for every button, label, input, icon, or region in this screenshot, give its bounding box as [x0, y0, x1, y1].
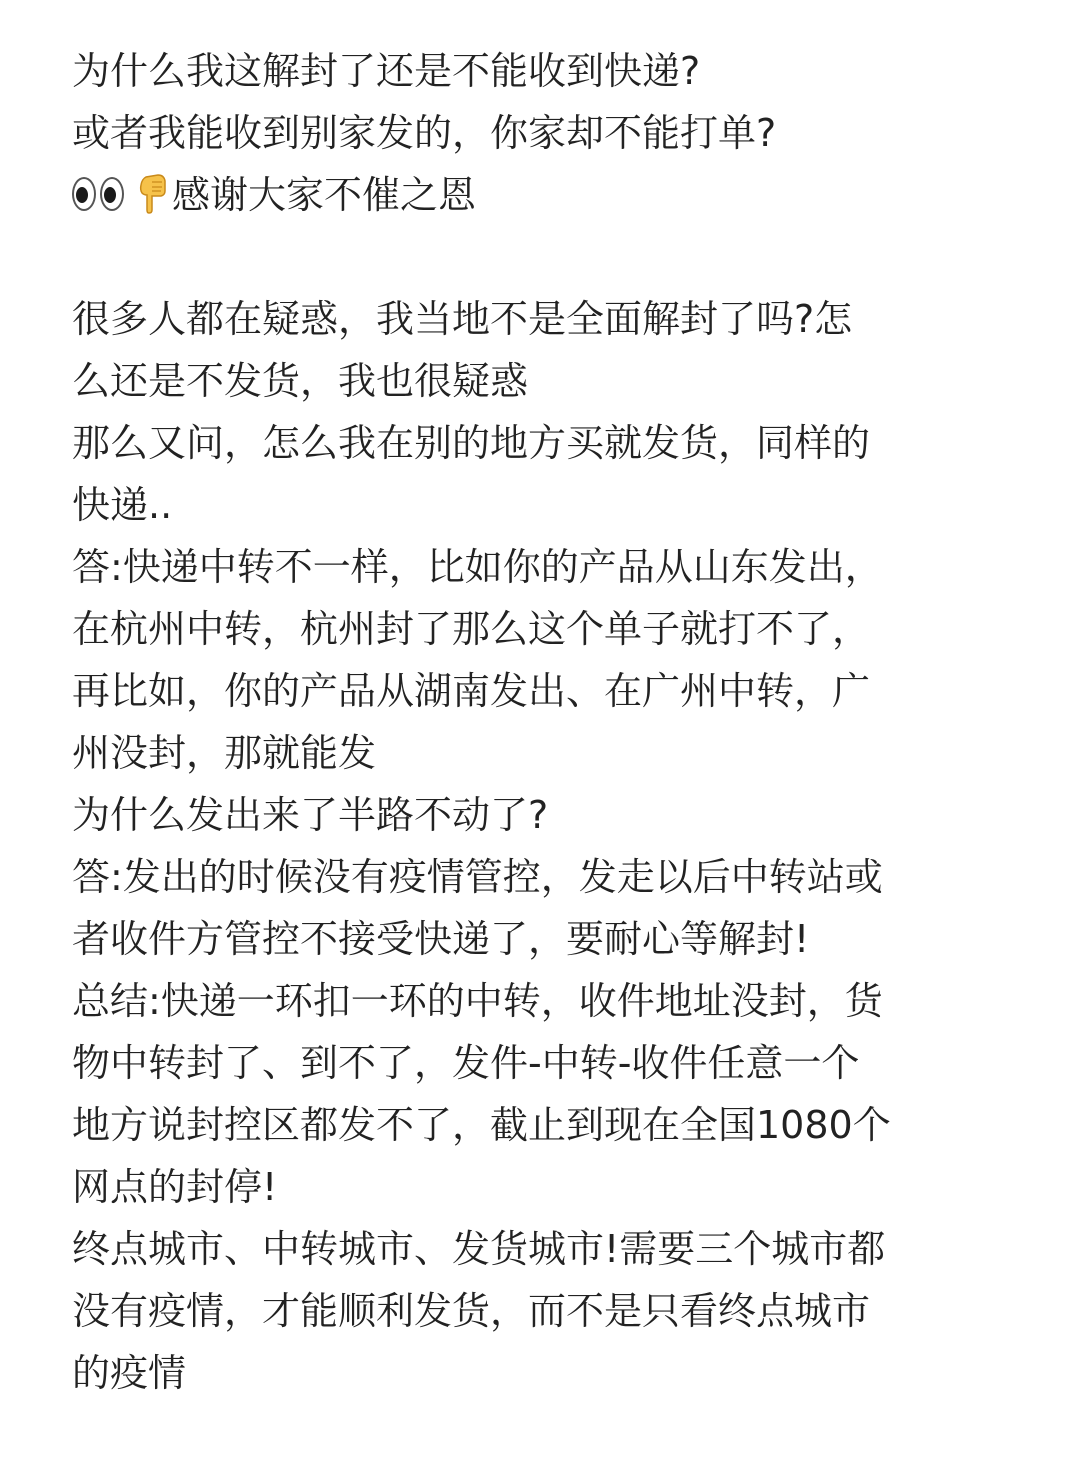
body-line: 地方说封控区都发不了，截止到现在全国1080个 — [72, 1103, 891, 1147]
body-line: 没有疫情，才能顺利发货，而不是只看终点城市 — [72, 1289, 871, 1333]
paragraph-spacer — [72, 226, 1032, 288]
body-line: 州没封，那就能发 — [72, 731, 377, 775]
body-line: 快递.. — [72, 483, 173, 527]
body-line: 的疫情 — [72, 1351, 187, 1395]
body-line: 网点的封停! — [72, 1165, 278, 1209]
body-line: 答:快递中转不一样，比如你的产品从山东发出， — [72, 545, 883, 589]
intro-line-1: 为什么我这解封了还是不能收到快递? — [72, 49, 701, 93]
body-line: 那么又问，怎么我在别的地方买就发货，同样的 — [72, 421, 871, 465]
body-line: 么还是不发货，我也很疑惑 — [72, 359, 529, 403]
body-line: 物中转封了、到不了，发件-中转-收件任意一个 — [72, 1041, 860, 1085]
body-line: 再比如，你的产品从湖南发出、在广州中转，广 — [72, 669, 871, 713]
thanks-text: 感谢大家不催之恩 — [172, 173, 477, 217]
body-text — [72, 288, 1032, 1404]
pointing-down-hand-icon — [138, 173, 168, 215]
body-line: 为什么发出来了半路不动了? — [72, 793, 549, 837]
body-line: 答:发出的时候没有疫情管控，发走以后中转站或 — [72, 855, 883, 899]
body-line: 很多人都在疑惑，我当地不是全面解封了吗?怎 — [72, 297, 853, 341]
intro-line-2: 或者我能收到别家发的，你家却不能打单? — [72, 111, 777, 155]
body-line: 在杭州中转，杭州封了那么这个单子就打不了， — [72, 607, 871, 651]
body-line: 总结:快递一环扣一环的中转，收件地址没封，货 — [72, 979, 883, 1023]
post-content — [72, 40, 1032, 1404]
thanks-line — [72, 164, 1032, 226]
eyes-emoji-icon — [72, 177, 128, 213]
body-line: 终点城市、中转城市、发货城市!需要三个城市都 — [72, 1227, 886, 1271]
body-line: 者收件方管控不接受快递了，要耐心等解封! — [72, 917, 810, 961]
